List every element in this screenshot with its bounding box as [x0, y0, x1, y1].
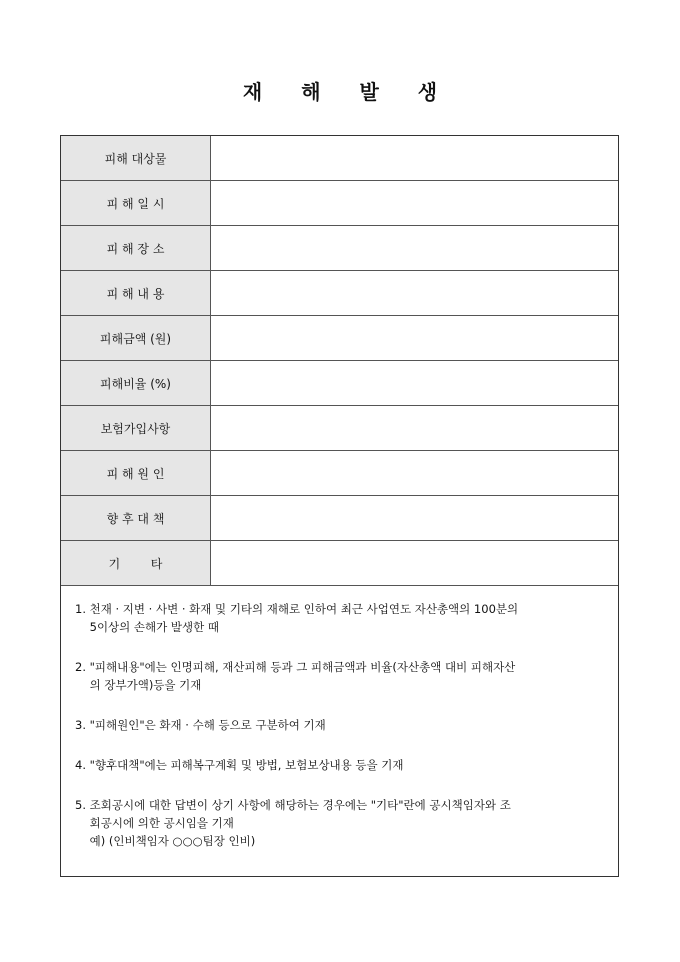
- form-row-damage-location: [61, 226, 618, 271]
- insurance-field[interactable]: [211, 406, 618, 450]
- damage-cause-field[interactable]: [211, 451, 618, 495]
- form-row-damage-amount: [61, 316, 618, 361]
- future-measures-field[interactable]: [211, 496, 618, 540]
- damage-details-field[interactable]: [211, 271, 618, 315]
- note-item: [75, 756, 604, 774]
- row-label: 피해비율 (%): [61, 361, 211, 405]
- note-line: 1. 천재 · 지변 · 사변 · 화재 및 기타의 재해로 인하여 최근 사업연도 자산총액의 100분의: [75, 602, 519, 616]
- row-label: 향 후 대 책: [61, 496, 211, 540]
- damage-ratio-field[interactable]: [211, 361, 618, 405]
- page-title: 재 해 발 생: [242, 80, 454, 104]
- form-row-damage-cause: [61, 451, 618, 496]
- row-label: 피 해 일 시: [61, 181, 211, 225]
- form-row-damage-details: [61, 271, 618, 316]
- form-row-damage-ratio: [61, 361, 618, 406]
- damage-datetime-field[interactable]: [211, 181, 618, 225]
- note-item: [75, 600, 604, 636]
- note-line: 2. "피해내용"에는 인명피해, 재산피해 등과 그 피해금액과 비율(자산총액 대비 피해자산: [75, 660, 516, 674]
- note-line: 5. 조회공시에 대한 답변이 상기 사항에 해당하는 경우에는 "기타"란에 공시책임자와 조: [75, 798, 511, 812]
- row-label: 피해금액 (원): [61, 316, 211, 360]
- row-label: 피 해 원 인: [61, 451, 211, 495]
- row-label: 피해 대상물: [61, 136, 211, 180]
- damaged-object-field[interactable]: [211, 136, 618, 180]
- form-row-other: [61, 541, 618, 586]
- row-label: 보험가입사항: [61, 406, 211, 450]
- form-row-damaged-object: [61, 136, 618, 181]
- note-line: 의 장부가액)등을 기재: [75, 678, 202, 692]
- note-line: 3. "피해원인"은 화재 · 수해 등으로 구분하여 기재: [75, 718, 326, 732]
- row-label: 피 해 내 용: [61, 271, 211, 315]
- note-line: 회공시에 의한 공시임을 기재: [75, 816, 234, 830]
- form-row-damage-datetime: [61, 181, 618, 226]
- damage-amount-field[interactable]: [211, 316, 618, 360]
- form-row-future-measures: [61, 496, 618, 541]
- form-row-insurance: [61, 406, 618, 451]
- note-item: [75, 796, 604, 850]
- other-field[interactable]: [211, 541, 618, 585]
- note-item: [75, 716, 604, 734]
- note-line: 5이상의 손해가 발생한 때: [75, 620, 219, 634]
- row-label: 기 타: [61, 541, 211, 585]
- note-line: 예) (인비책임자 ○○○팀장 인비): [75, 834, 256, 848]
- note-line: 4. "향후대책"에는 피해복구계획 및 방법, 보험보상내용 등을 기재: [75, 758, 404, 772]
- instructions-notes: [61, 586, 618, 850]
- note-item: [75, 658, 604, 694]
- disaster-report-form: [60, 135, 619, 877]
- damage-location-field[interactable]: [211, 226, 618, 270]
- row-label: 피 해 장 소: [61, 226, 211, 270]
